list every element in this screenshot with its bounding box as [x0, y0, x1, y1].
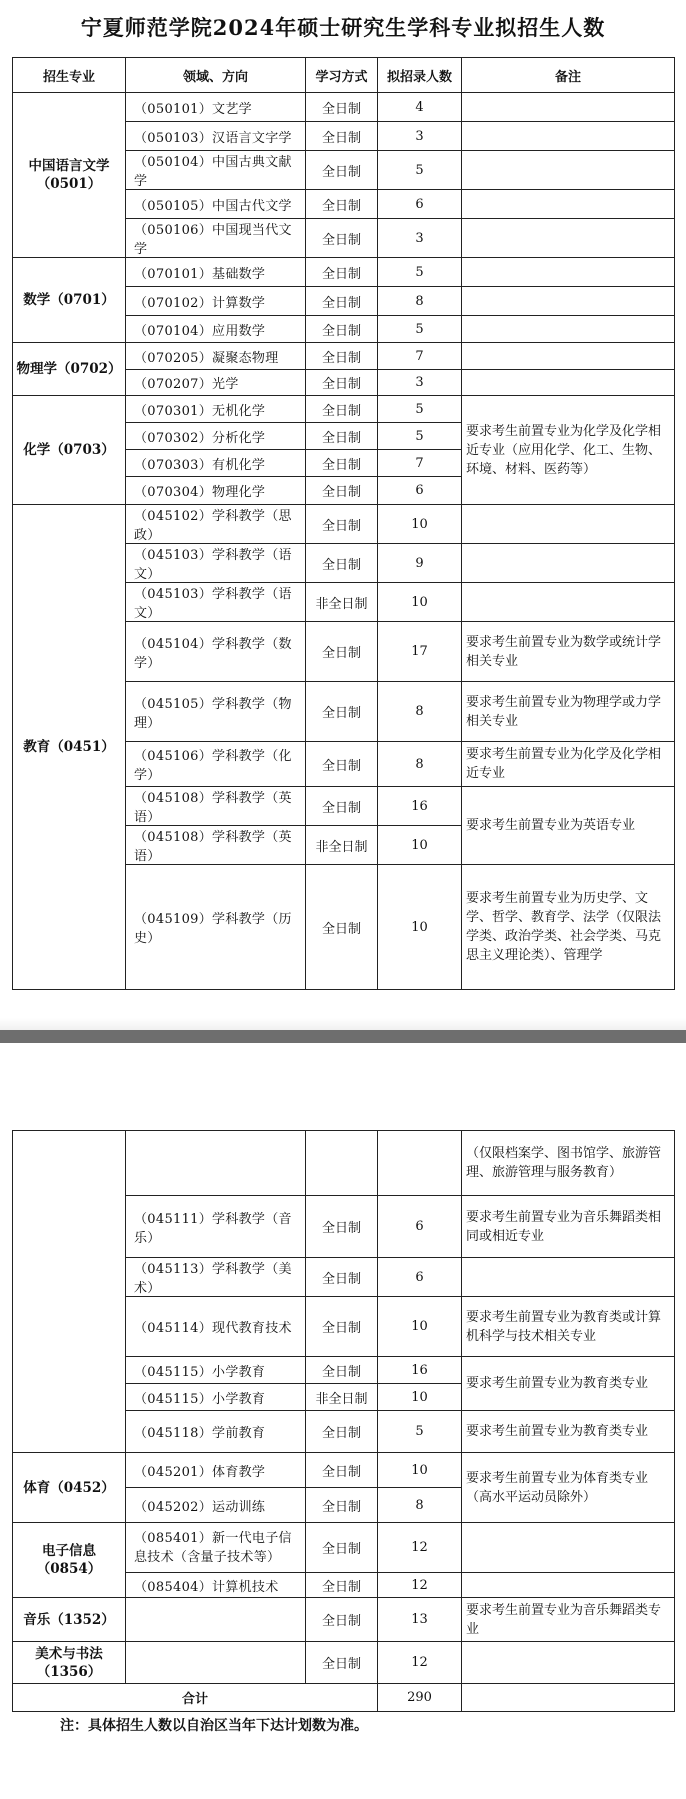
field-cell: （085401）新一代电子信息技术（含量子技术等） — [126, 1523, 306, 1573]
mode-cell: 全日制 — [306, 1258, 378, 1297]
total-label: 合计 — [13, 1684, 378, 1712]
major-cell: 体育（0452） — [13, 1453, 126, 1523]
count-cell: 8 — [378, 1488, 462, 1523]
mode-cell: 全日制 — [306, 1573, 378, 1598]
count-cell: 3 — [378, 122, 462, 151]
remark-cell — [462, 1573, 675, 1598]
mode-cell: 全日制 — [306, 1357, 378, 1384]
total-row — [13, 1684, 675, 1712]
count-cell: 6 — [378, 190, 462, 219]
major-cell: 教育（0451） — [13, 505, 126, 990]
mode-cell: 全日制 — [306, 1523, 378, 1573]
count-cell: 5 — [378, 1411, 462, 1453]
major-cell — [13, 1131, 126, 1453]
count-cell: 6 — [378, 477, 462, 505]
remark-cell — [462, 1523, 675, 1573]
count-cell: 10 — [378, 865, 462, 990]
major-cell: 电子信息（0854） — [13, 1523, 126, 1598]
mode-cell: 非全日制 — [306, 583, 378, 622]
mode-cell: 全日制 — [306, 787, 378, 826]
count-cell: 17 — [378, 622, 462, 682]
remark-cell: 要求考生前置专业为化学及化学相近专业 — [462, 742, 675, 787]
mode-cell: 全日制 — [306, 258, 378, 287]
field-cell: （045103）学科教学（语文） — [126, 544, 306, 583]
field-cell: （070205）凝聚态物理 — [126, 343, 306, 370]
page-fade — [0, 1018, 686, 1030]
field-cell: （050101）文艺学 — [126, 93, 306, 122]
field-cell: （045109）学科教学（历史） — [126, 865, 306, 990]
major-cell: 化学（0703） — [13, 396, 126, 505]
mode-cell: 全日制 — [306, 122, 378, 151]
mode-cell: 全日制 — [306, 622, 378, 682]
field-cell: （050105）中国古代文学 — [126, 190, 306, 219]
field-cell: （050103）汉语言文字学 — [126, 122, 306, 151]
remark-cell — [462, 93, 675, 122]
field-cell: （045201）体育教学 — [126, 1453, 306, 1488]
count-cell: 10 — [378, 1297, 462, 1357]
field-cell: （070207）光学 — [126, 370, 306, 396]
remark-cell — [462, 1642, 675, 1684]
mode-cell: 全日制 — [306, 1196, 378, 1258]
field-cell — [126, 1642, 306, 1684]
field-cell: （070102）计算数学 — [126, 287, 306, 316]
field-cell: （070304）物理化学 — [126, 477, 306, 505]
mode-cell: 全日制 — [306, 316, 378, 343]
remark-cell — [462, 583, 675, 622]
mode-cell: 全日制 — [306, 423, 378, 450]
field-cell: （045106）学科教学（化学） — [126, 742, 306, 787]
count-cell: 5 — [378, 423, 462, 450]
mode-cell: 全日制 — [306, 190, 378, 219]
mode-cell: 全日制 — [306, 1453, 378, 1488]
count-cell: 6 — [378, 1258, 462, 1297]
mode-cell: 全日制 — [306, 1642, 378, 1684]
field-cell — [126, 1598, 306, 1642]
table-row — [13, 1523, 675, 1573]
count-cell: 5 — [378, 151, 462, 190]
header-mode: 学习方式 — [306, 58, 378, 93]
field-cell: （045118）学前教育 — [126, 1411, 306, 1453]
mode-cell: 全日制 — [306, 544, 378, 583]
total-count: 290 — [378, 1684, 462, 1712]
count-cell: 10 — [378, 1453, 462, 1488]
field-cell: （070302）分析化学 — [126, 423, 306, 450]
enrollment-table-part1 — [12, 57, 675, 990]
remark-cell: 要求考生前置专业为历史学、文学、哲学、教育学、法学（仅限法学类、政治学类、社会学类、马克思主义理论类）、管理学 — [462, 865, 675, 990]
table-row — [13, 1453, 675, 1488]
count-cell: 9 — [378, 544, 462, 583]
count-cell: 12 — [378, 1642, 462, 1684]
field-cell: （045108）学科教学（英语） — [126, 787, 306, 826]
count-cell: 12 — [378, 1573, 462, 1598]
mode-cell: 全日制 — [306, 93, 378, 122]
count-cell: 5 — [378, 258, 462, 287]
major-cell: 音乐（1352） — [13, 1598, 126, 1642]
field-cell: （045115）小学教育 — [126, 1357, 306, 1384]
field-cell: （045113）学科教学（美术） — [126, 1258, 306, 1297]
mode-cell: 全日制 — [306, 682, 378, 742]
remark-cell: 要求考生前置专业为教育类专业 — [462, 1357, 675, 1411]
mode-cell: 全日制 — [306, 151, 378, 190]
field-cell: （050106）中国现当代文学 — [126, 219, 306, 258]
count-cell: 8 — [378, 742, 462, 787]
count-cell: 10 — [378, 505, 462, 544]
mode-cell: 全日制 — [306, 1598, 378, 1642]
mode-cell: 非全日制 — [306, 826, 378, 865]
mode-cell: 全日制 — [306, 1297, 378, 1357]
count-cell: 8 — [378, 682, 462, 742]
remark-cell: 要求考生前置专业为音乐舞蹈类专业 — [462, 1598, 675, 1642]
table-row — [13, 343, 675, 370]
mode-cell: 全日制 — [306, 396, 378, 423]
table-row — [13, 505, 675, 544]
count-cell: 3 — [378, 370, 462, 396]
count-cell: 16 — [378, 787, 462, 826]
remark-cell: 要求考生前置专业为物理学或力学相关专业 — [462, 682, 675, 742]
field-cell — [126, 1131, 306, 1196]
count-cell: 12 — [378, 1523, 462, 1573]
count-cell: 7 — [378, 450, 462, 477]
count-cell: 10 — [378, 583, 462, 622]
remark-cell — [462, 343, 675, 370]
header-field: 领域、方向 — [126, 58, 306, 93]
remark-cell — [462, 219, 675, 258]
remark-cell — [462, 316, 675, 343]
remark-cell: 要求考生前置专业为教育类或计算机科学与技术相关专业 — [462, 1297, 675, 1357]
field-cell: （070301）无机化学 — [126, 396, 306, 423]
header-major: 招生专业 — [13, 58, 126, 93]
count-cell: 5 — [378, 316, 462, 343]
enrollment-table-part2 — [12, 1130, 675, 1712]
count-cell: 7 — [378, 343, 462, 370]
remark-cell — [462, 122, 675, 151]
remark-cell — [462, 544, 675, 583]
count-cell: 5 — [378, 396, 462, 423]
table-row — [13, 258, 675, 287]
table-row — [13, 93, 675, 122]
major-cell: 数学（0701） — [13, 258, 126, 343]
table-header-row — [13, 58, 675, 93]
major-cell: 美术与书法（1356） — [13, 1642, 126, 1684]
mode-cell: 全日制 — [306, 219, 378, 258]
field-cell: （045115）小学教育 — [126, 1384, 306, 1411]
major-cell: 中国语言文学（0501） — [13, 93, 126, 258]
table-row — [13, 1642, 675, 1684]
mode-cell: 全日制 — [306, 287, 378, 316]
remark-cell: （仅限档案学、图书馆学、旅游管理、旅游管理与服务教育） — [462, 1131, 675, 1196]
page-title: 宁夏师范学院2024年硕士研究生学科专业拟招生人数 — [80, 15, 606, 40]
mode-cell: 全日制 — [306, 1488, 378, 1523]
mode-cell: 全日制 — [306, 477, 378, 505]
count-cell: 13 — [378, 1598, 462, 1642]
remark-cell: 要求考生前置专业为音乐舞蹈类相同或相近专业 — [462, 1196, 675, 1258]
field-cell: （070101）基础数学 — [126, 258, 306, 287]
field-cell: （050104）中国古典文献学 — [126, 151, 306, 190]
count-cell: 4 — [378, 93, 462, 122]
mode-cell: 非全日制 — [306, 1384, 378, 1411]
field-cell: （070104）应用数学 — [126, 316, 306, 343]
field-cell: （045103）学科教学（语文） — [126, 583, 306, 622]
mode-cell: 全日制 — [306, 1411, 378, 1453]
field-cell: （085404）计算机技术 — [126, 1573, 306, 1598]
remark-cell: 要求考生前置专业为英语专业 — [462, 787, 675, 865]
remark-cell — [462, 287, 675, 316]
remark-cell — [462, 370, 675, 396]
mode-cell: 全日制 — [306, 370, 378, 396]
remark-cell: 要求考生前置专业为数学或统计学相关专业 — [462, 622, 675, 682]
table-row — [13, 396, 675, 423]
count-cell — [378, 1131, 462, 1196]
field-cell: （045108）学科教学（英语） — [126, 826, 306, 865]
table-row — [13, 1598, 675, 1642]
count-cell: 10 — [378, 826, 462, 865]
count-cell: 3 — [378, 219, 462, 258]
mode-cell — [306, 1131, 378, 1196]
count-cell: 10 — [378, 1384, 462, 1411]
count-cell: 6 — [378, 1196, 462, 1258]
remark-cell: 要求考生前置专业为体育类专业（高水平运动员除外） — [462, 1453, 675, 1523]
field-cell: （045114）现代教育技术 — [126, 1297, 306, 1357]
page-separator — [0, 1030, 686, 1043]
major-cell: 物理学（0702） — [13, 343, 126, 396]
field-cell: （045105）学科教学（物理） — [126, 682, 306, 742]
footnote: 注：具体招生人数以自治区当年下达计划数为准。 — [60, 1718, 368, 1734]
mode-cell: 全日制 — [306, 343, 378, 370]
remark-cell — [462, 1684, 675, 1712]
mode-cell: 全日制 — [306, 450, 378, 477]
remark-cell — [462, 1258, 675, 1297]
field-cell: （070303）有机化学 — [126, 450, 306, 477]
remark-cell: 要求考生前置专业为教育类专业 — [462, 1411, 675, 1453]
remark-cell — [462, 258, 675, 287]
field-cell: （045202）运动训练 — [126, 1488, 306, 1523]
remark-cell — [462, 505, 675, 544]
count-cell: 16 — [378, 1357, 462, 1384]
mode-cell: 全日制 — [306, 742, 378, 787]
remark-cell: 要求考生前置专业为化学及化学相近专业（应用化学、化工、生物、环境、材料、医药等） — [462, 396, 675, 505]
field-cell: （045111）学科教学（音乐） — [126, 1196, 306, 1258]
field-cell: （045102）学科教学（思政） — [126, 505, 306, 544]
field-cell: （045104）学科教学（数学） — [126, 622, 306, 682]
mode-cell: 全日制 — [306, 505, 378, 544]
remark-cell — [462, 151, 675, 190]
header-remark: 备注 — [462, 58, 675, 93]
table-row — [13, 1131, 675, 1196]
count-cell: 8 — [378, 287, 462, 316]
header-count: 拟招录人数 — [378, 58, 462, 93]
mode-cell: 全日制 — [306, 865, 378, 990]
remark-cell — [462, 190, 675, 219]
